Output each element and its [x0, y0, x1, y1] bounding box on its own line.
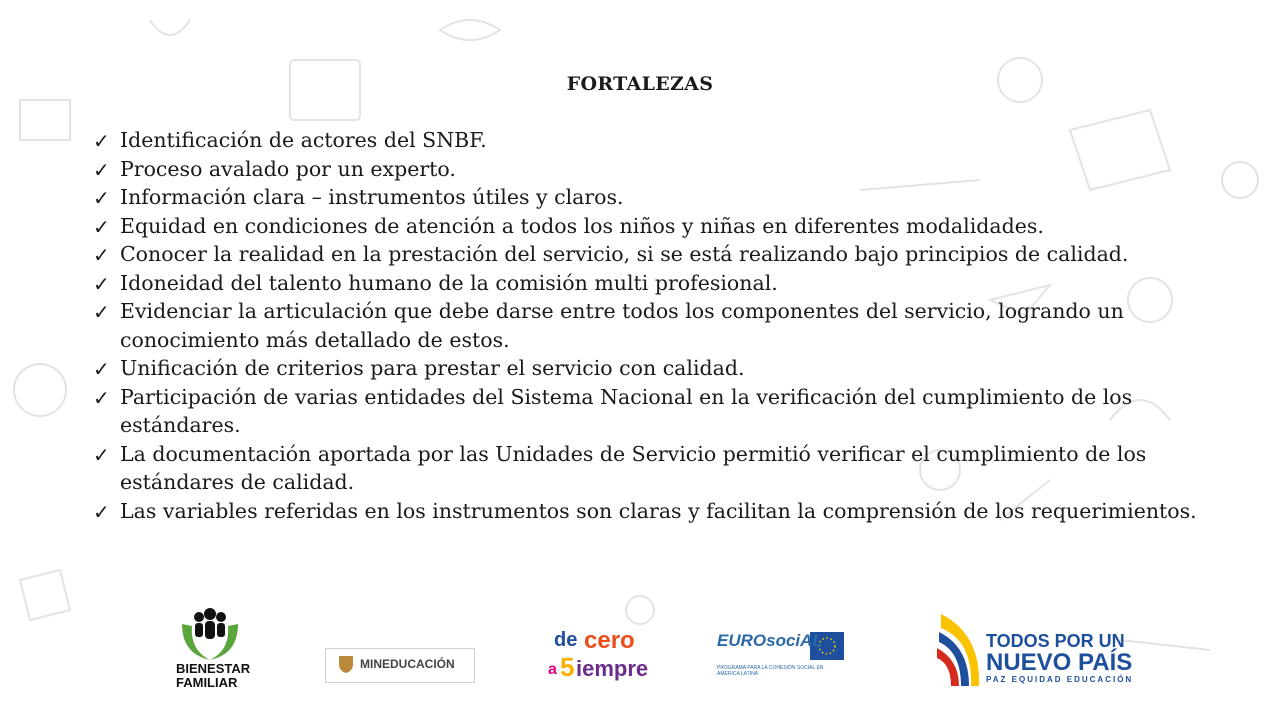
list-item — [93, 212, 1253, 241]
todos-logo-line2: NUEVO PAÍS — [986, 649, 1133, 676]
check-icon: ✓ — [93, 357, 110, 381]
list-item-text: Idoneidad del talento humano de la comisión multi profesional. — [120, 270, 778, 295]
list-item — [93, 183, 1253, 212]
check-icon: ✓ — [93, 157, 110, 182]
check-icon: ✓ — [93, 385, 110, 410]
list-item — [93, 383, 1253, 440]
list-item-text: Conocer la realidad en la prestación del servicio, si se está realizando bajo principios de calidad. — [120, 242, 1129, 266]
todos-por-un-nuevo-pais-logo — [986, 630, 1133, 686]
eurosocial-logo-subtitle: PROGRAMA PARA LA COHESIÓN SOCIAL EN AMÉRICA LATINA — [717, 665, 824, 677]
list-item-text: Las variables referidas en los instrumentos son claras y facilitan la comprensión de los requerimientos. — [120, 498, 1197, 523]
todos-logo-line1: TODOS POR UN — [986, 631, 1125, 651]
list-item-text: La documentación aportada por las Unidades de Servicio permitió verificar el cumplimiento de los estándares de calidad. — [120, 441, 1147, 494]
list-item — [93, 440, 1253, 497]
list-item-text: Información clara – instrumentos útiles y claros. — [120, 185, 624, 209]
check-icon: ✓ — [93, 186, 110, 210]
list-item — [93, 497, 1253, 526]
todos-logo-line3: PAZ EQUIDAD EDUCACIÓN — [986, 675, 1134, 684]
check-icon: ✓ — [93, 271, 110, 296]
svg-text:cero: cero — [584, 627, 635, 654]
de-cero-a-siempre-logo — [548, 624, 656, 684]
svg-text:5: 5 — [560, 652, 575, 682]
bienestar-logo-line1: BIENESTAR — [176, 661, 251, 676]
list-item-text: Proceso avalado por un experto. — [120, 156, 456, 181]
list-item — [93, 155, 1253, 184]
list-item — [93, 297, 1253, 354]
eurosocial-logo: EUROsociAL — [717, 631, 823, 650]
check-icon: ✓ — [93, 499, 110, 524]
list-item — [93, 354, 1253, 383]
bienestar-logo-line2: FAMILIAR — [176, 675, 238, 690]
svg-text:de: de — [554, 629, 578, 651]
check-icon: ✓ — [93, 442, 110, 467]
check-icon: ✓ — [93, 129, 110, 153]
svg-text:a: a — [548, 661, 557, 678]
list-item — [93, 269, 1253, 298]
list-item — [93, 240, 1253, 269]
list-item-text: Identificación de actores del SNBF. — [120, 128, 487, 152]
check-icon: ✓ — [93, 300, 110, 324]
bienestar-familiar-logo — [176, 662, 250, 690]
list-item-text: Participación de varias entidades del Sistema Nacional en la verificación del cumplimiento de los estándares. — [120, 384, 1133, 437]
list-item-text: Equidad en condiciones de atención a todos los niños y niñas en diferentes modalidades. — [120, 213, 1044, 238]
check-icon: ✓ — [93, 243, 110, 267]
mineducacion-logo-label: MINEDUCACIÓN — [360, 657, 455, 671]
todos-por-un-nuevo-pais-logo-icon — [935, 610, 983, 690]
list-item — [93, 126, 1253, 155]
colombia-shield-icon — [337, 654, 355, 674]
bienestar-familiar-logo-icon — [178, 604, 242, 664]
list-item-text: Unificación de criterios para prestar el servicio con calidad. — [120, 356, 745, 380]
strengths-list — [93, 126, 1253, 525]
slide-title: FORTALEZAS — [566, 73, 714, 95]
svg-text:iempre: iempre — [576, 656, 649, 681]
check-icon: ✓ — [93, 214, 110, 239]
list-item-text: Evidenciar la articulación que debe darse entre todos los componentes del servicio, logrando un conocimiento más detallado de estos. — [120, 299, 1124, 352]
